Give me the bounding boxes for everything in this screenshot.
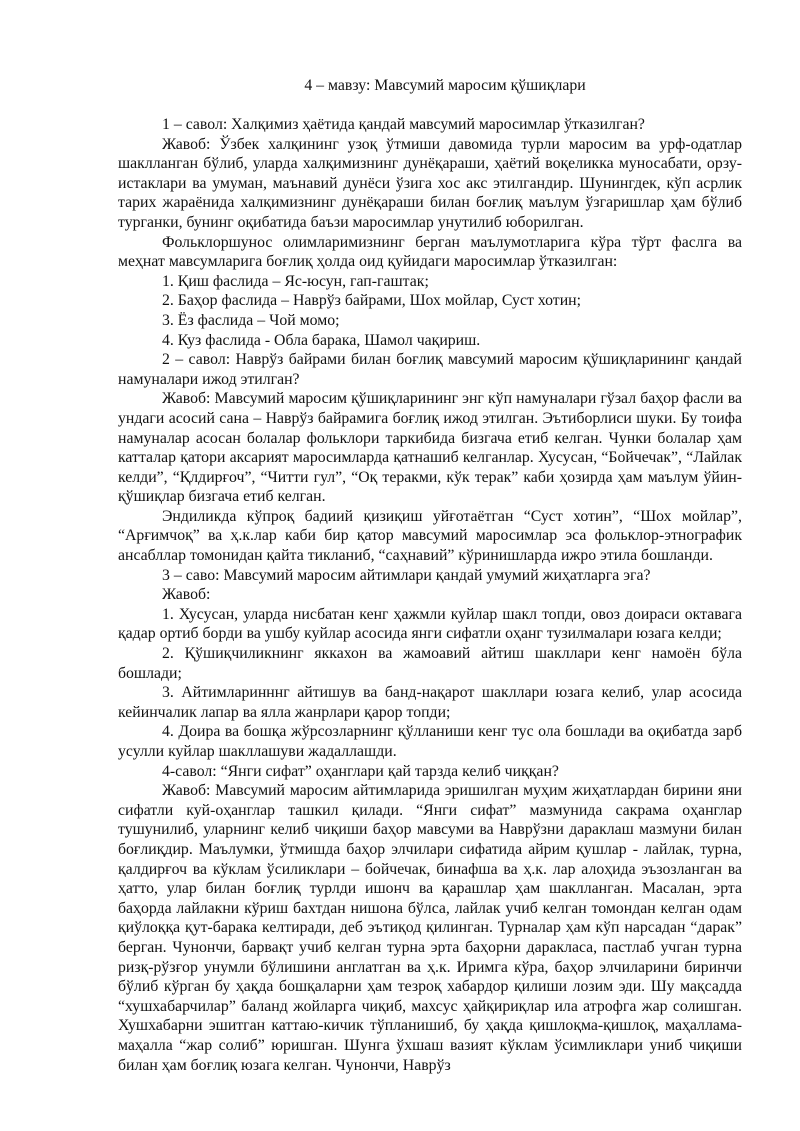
list-item: 4. Куз фаслида - Обла барака, Шамол чақириш. bbox=[162, 331, 481, 349]
question-2: 2 – савол: Наврўз байрами билан боғлиқ мавсумий маросим қўшиқларининг қандай намуналари ижод этилган? bbox=[118, 351, 742, 388]
answer-1: Жавоб: Ўзбек халқининг узоқ ўтмиши давомида турли маросим ва урф-одатлар шаклланган бўлиб, уларда халқимизнинг дунёқараши, ҳаётий воқеликка муносабати, орзу-истаклари ва умуман, маънавий дунёси ўзига хос акс этилгандир. Шунингдек, кўп асрлик тарих жараёнида халқимизнинг дунёқараши билан боғлиқ маълум ўзгаришлар ҳам бўлиб турганки, бунинг оқибатида баъзи маросимлар унутилиб юборилган. bbox=[118, 135, 742, 231]
document-body bbox=[118, 115, 742, 1075]
paragraph: Эндиликда кўпроқ бадиий қизиқиш уйғотаётган “Суст хотин”, “Шох мойлар”, “Арғимчоқ” ва ҳ.к.лар каби бир қатор мавсумий маросимлар эса фольклор-этнографик ансабллар томонидан қайта тикланиб, “саҳнавий” кўринишларда ижро этила бошланди. bbox=[118, 507, 742, 565]
answer-4: Жавоб: Мавсумий маросим айтимларида эришилган муҳим жиҳатлардан бирини яни сифатли куй-оҳанглар ташкил қилади. “Янги сифат” мазмунида сакрама оҳанглар тушунилиб, уларнинг келиб чиқиши баҳор мавсуми ва Наврўзни дараклаш мазмуни билан боғлиқдир. Маълумки, ўтмишда баҳор элчилари сифатида айрим қушлар - лайлак, турна, қалдирғоч ва кўклам ўсиликлари – бойчечак, бинафша ва ҳ.к. лар алоҳида эъзозланган ва ҳатто, улар билан боғлиқ турлди ишонч ва қарашлар ҳам шаклланган. Масалан, эрта баҳорда лайлакни кўриш бахтдан нишона бўлса, лайлак учиб келган томондан келган одам қиўлоққа қут-барака келтиради, деб эътиқод қилинган. Турналар ҳам кўп нарсадан “дарак” берган. Чунончи, барвақт учиб келган турна эрта баҳорни дараклаcа, пастлаб учган турна ризқ-рўзғор унумли бўлишини англатган ва ҳ.к. Иримга кўра, баҳор элчиларини биринчи бўлиб кўрган бу ҳақда бошқаларни ҳам тезроқ хабардор қилиши лозим эди. Шу мақсадда “хушхабарчилар” баланд жойларга чиқиб, махсус ҳайқириқлар ила атрофга жар солишган. Хушхабарни эшитган каттаю-кичик тўпланишиб, бу ҳақда қишлоқма-қишлоқ, маҳаллама-маҳалла “жар солиб” юришган. Шунга ўхшаш вазият кўклам ўсимликлари униб чиқиши билан ҳам боғлиқ юзага келган. Чунончи, Наврўз bbox=[118, 782, 742, 1074]
page-title: 4 – мавзу: Мавсумий маросим қўшиқлари bbox=[304, 77, 586, 94]
list-item: 2. Баҳор фаслида – Наврўз байрами, Шох мойлар, Суст хотин; bbox=[162, 292, 582, 310]
list-item: 4. Доира ва бошқа жўрсозларнинг қўлланиши кенг тус ола бошлади ва оқибатда зарб усулли куйлар шакллашуви жадаллашди. bbox=[118, 723, 742, 760]
list-item: 3. Ёз фаслида – Чой момо; bbox=[162, 311, 340, 329]
question-4: 4-савол: “Янги сифат” оҳанглари қай тарзда келиб чиққан? bbox=[162, 762, 559, 780]
answer-2: Жавоб: Мавсумий маросим қўшиқларининг энг кўп намуналари гўзал баҳор фасли ва ундаги асосий сана – Наврўз байрамига боғлиқ ижод этилган. Эътиборлиси шуки. Бу тоифа намуналар асосан болалар фольклори таркибида бизгача етиб келган. Чунки болалар ҳам катталар қатори аксарият маросимларда қатнашиб келганлар. Хусусан, “Бойчечак”, “Лайлак келди”, “Қлдирғоч”, “Читти гул”, “Оқ теракми, кўк терак” каби ҳозирда ҳам маълум ўйин-қўшиқлар бизгача етиб келган. bbox=[118, 390, 742, 506]
list-item: 1. Хусусан, уларда нисбатан кенг ҳажмли куйлар шакл топди, овоз доираси октавага қадар ортиб борди ва ушбу куйлар асосида янги сифатли оҳанг тузилмалари юзага келди; bbox=[118, 605, 742, 643]
list-item: 2. Қўшиқчиликнинг яккахон ва жамоавий айтиш шакллари кенг намоён бўла бошлади; bbox=[118, 645, 742, 682]
question-1: 1 – савол: Халқимиз ҳаётида қандай мавсумий маросимлар ўтказилган? bbox=[162, 116, 645, 133]
list-item: 3. Айтимларинннг айтишув ва банд-нақарот шакллари юзага келиб, улар асосида кейинчалик лапар ва ялла жанрлари қарор топди; bbox=[118, 684, 742, 721]
list-item: 1. Қиш фаслида – Яс-юсун, гап-гаштак; bbox=[162, 272, 429, 290]
answer-3-label: Жавоб: bbox=[162, 586, 211, 604]
paragraph: Фольклоршунос олимларимизнинг берган маълумотларига кўра тўрт фаслга ва меҳнат мавсумларига боғлиқ ҳолда оид қуйидаги маросимлар ўтказилган: bbox=[118, 233, 742, 271]
question-3: 3 – саво: Мавсумий маросим айтимлари қандай умумий жиҳатларга эга? bbox=[162, 566, 651, 584]
